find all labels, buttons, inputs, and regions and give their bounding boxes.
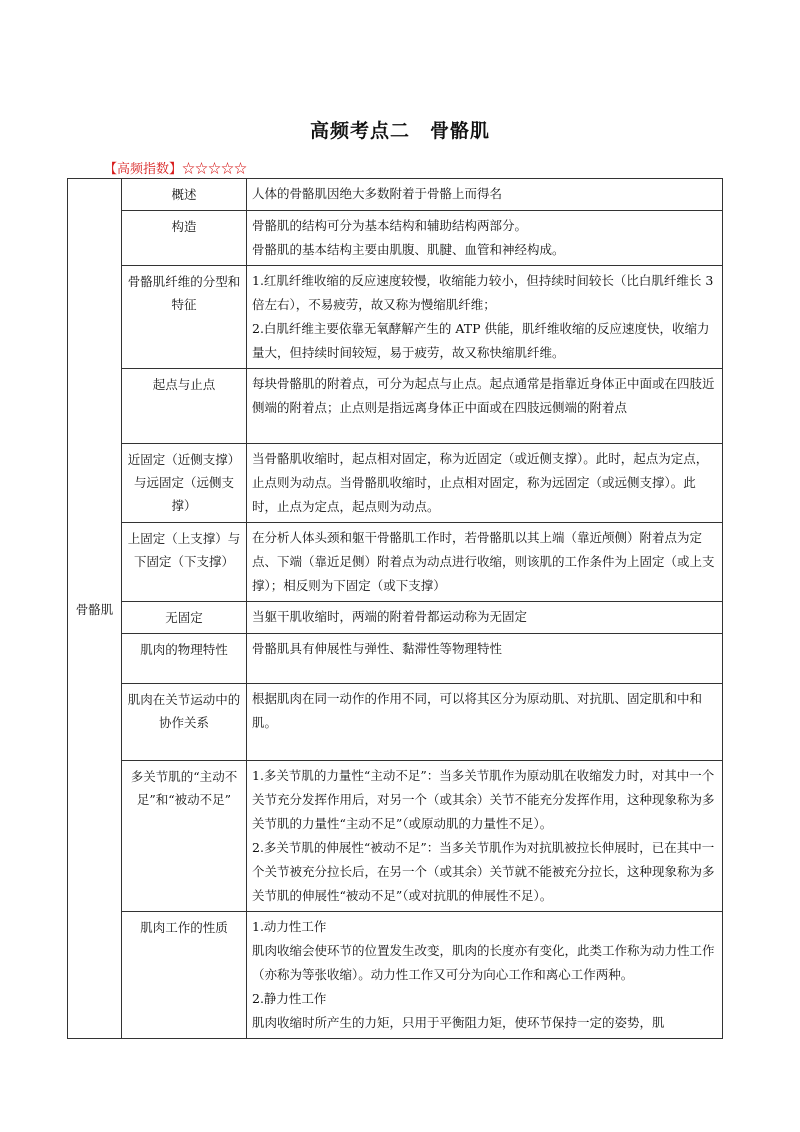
row-desc [247,761,723,912]
desc-paragraph: 2.静力性工作 [252,991,327,1006]
desc-paragraph: 当躯干肌收缩时，两端的附着骨都运动称为无固定 [252,609,528,624]
row-name: 上固定（上支撑）与下固定（下支撑） [122,523,247,602]
desc-paragraph: 2.白肌纤维主要依靠无氧酵解产生的 ATP 供能，肌纤维收缩的反应速度快，收缩力量大，但持续时间较短，易于疲劳，故又称快缩肌纤维。 [252,321,710,360]
row-name: 肌肉工作的性质 [122,912,247,1039]
row-desc [247,684,723,761]
table-row [68,761,723,912]
page-title: 高频考点二 骨骼肌 [309,120,490,142]
category-cell: 骨骼肌 [68,179,122,1039]
frequency-stars: ☆☆☆☆☆ [182,162,248,177]
row-name: 肌肉的物理特性 [122,634,247,684]
frequency-rating [104,158,247,177]
row-desc [247,602,723,634]
desc-paragraph: 1.动力性工作 [252,919,327,934]
row-name: 肌肉在关节运动中的协作关系 [122,684,247,761]
desc-paragraph: 肌肉收缩会使环节的位置发生改变，肌肉的长度亦有变化，此类工作称为动力性工作（亦称为等张收缩）。动力性工作又可分为向心工作和离心工作两种。 [252,943,715,982]
desc-paragraph: 根据肌肉在同一动作的作用不同，可以将其区分为原动肌、对抗肌、固定肌和中和肌。 [252,691,703,730]
row-name: 构造 [122,211,247,266]
table-row [68,444,723,523]
desc-paragraph: 骨骼肌的基本结构主要由肌腹、肌腱、血管和神经构成。 [252,242,565,257]
row-name: 起点与止点 [122,369,247,444]
desc-paragraph: 当骨骼肌收缩时，起点相对固定，称为近固定（或近侧支撑）。此时，起点为定点，止点则为动点。当骨骼肌收缩时，止点相对固定，称为远固定（或远侧支撑）。此时，止点为定点，起点则为动点。 [252,451,709,514]
table-row [68,523,723,602]
row-name: 多关节肌的“主动不足”和“被动不足” [122,761,247,912]
row-name: 近固定（近侧支撑）与远固定（远侧支撑） [122,444,247,523]
desc-paragraph: 人体的骨骼肌因绝大多数附着于骨骼上而得名 [252,186,503,201]
desc-paragraph: 1.多关节肌的力量性“主动不足”：当多关节肌作为原动肌在收缩发力时，对其中一个关节充分发挥作用后，对另一个（或其余）关节不能充分发挥作用，这种现象称为多关节肌的力量性“主动不足”（或原动肌的力量性不足）。 [252,768,715,831]
row-desc [247,369,723,444]
row-desc [247,523,723,602]
row-desc [247,211,723,266]
desc-paragraph: 骨骼肌的结构可分为基本结构和辅助结构两部分。 [252,218,528,233]
row-desc [247,912,723,1039]
row-name: 骨骼肌纤维的分型和特征 [122,266,247,369]
row-name: 无固定 [122,602,247,634]
table-row [68,684,723,761]
desc-paragraph: 2.多关节肌的伸展性“被动不足”：当多关节肌作为对抗肌被拉长伸展时，已在其中一个关节被充分拉长后，在另一个（或其余）关节就不能被充分拉长，这种现象称为多关节肌的伸展性“被动不足”（或对抗肌的伸展性不足）。 [252,840,715,903]
desc-paragraph: 1.红肌纤维收缩的反应速度较慢，收缩能力较小，但持续时间较长（比白肌纤维长 3 倍左右），不易疲劳，故又称为慢缩肌纤维； [252,273,714,312]
desc-paragraph: 每块骨骼肌的附着点，可分为起点与止点。起点通常是指靠近身体正中面或在四肢近侧端的附着点；止点则是指远离身体正中面或在四肢远侧端的附着点 [252,376,715,415]
row-desc [247,179,723,211]
row-desc [247,634,723,684]
knowledge-table [67,178,723,1039]
desc-paragraph: 在分析人体头颈和躯干骨骼肌工作时，若骨骼肌以其上端（靠近颅侧）附着点为定点、下端（靠近足侧）附着点为动点进行收缩，则该肌的工作条件为上固定（或上支撑）；相反则为下固定（或下支撑） [252,530,715,593]
table-row [68,266,723,369]
table-row [68,912,723,1039]
table-row [68,369,723,444]
table-row [68,179,723,211]
table-row [68,211,723,266]
row-name: 概述 [122,179,247,211]
desc-paragraph: 骨骼肌具有伸展性与弹性、黏滞性等物理特性 [252,641,503,656]
row-desc [247,266,723,369]
table-row [68,602,723,634]
table-row [68,634,723,684]
row-desc [247,444,723,523]
desc-paragraph: 肌肉收缩时所产生的力矩，只用于平衡阻力矩，使环节保持一定的姿势，肌 [252,1015,665,1030]
frequency-label: 【高频指数】 [104,162,183,177]
